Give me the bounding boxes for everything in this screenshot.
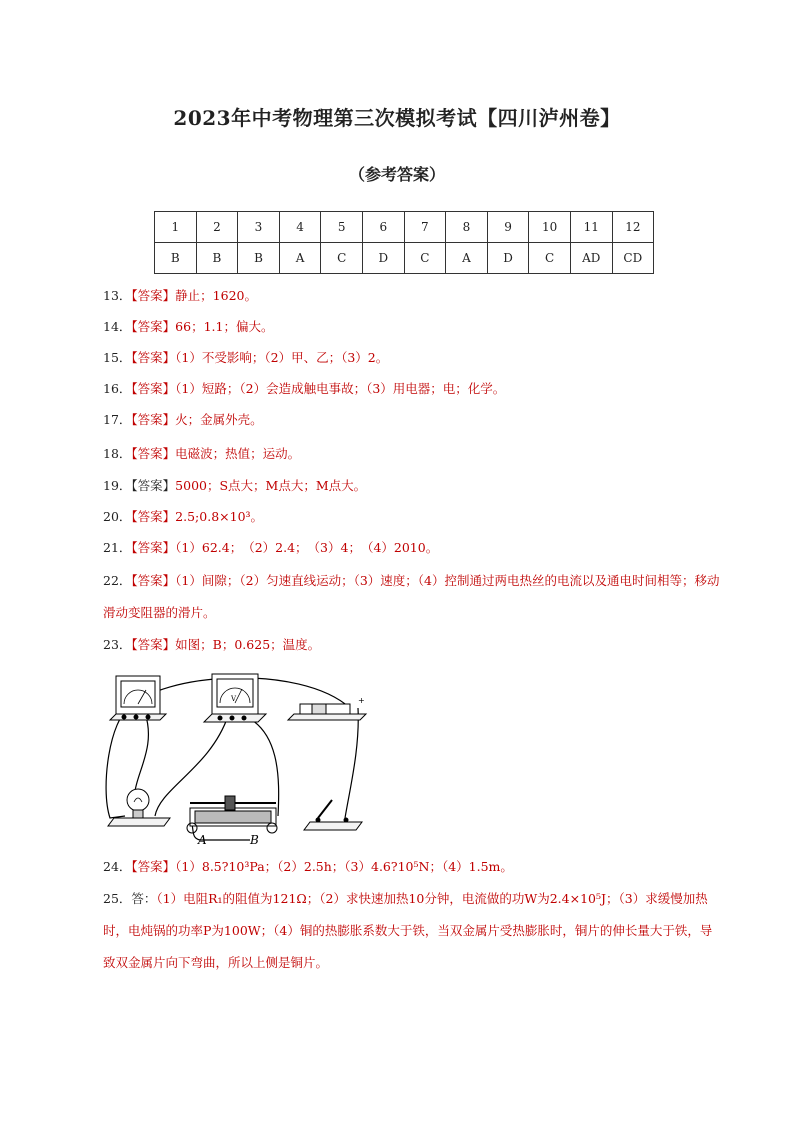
answer-line: 22．【答案】（1）间隙；（2）匀速直线运动；（3）速度；（4）控制通过两电热丝的电流以及通电时间相等；移动滑动变阻器的滑片。: [103, 573, 720, 620]
table-cell: 9: [487, 212, 529, 243]
table-cell: 6: [362, 212, 404, 243]
table-cell: 4: [279, 212, 321, 243]
svg-text:B: B: [250, 833, 259, 847]
answer-line: 13．【答案】静止；1620。: [103, 288, 257, 303]
table-cell: A: [279, 243, 321, 274]
wire: [155, 716, 228, 816]
answer-table: [154, 211, 654, 274]
table-cell: C: [321, 243, 363, 274]
answer-line: 14．【答案】66；1.1；偏大。: [103, 319, 274, 334]
wire: [240, 714, 279, 816]
table-cell: 7: [404, 212, 446, 243]
svg-text:+: +: [358, 696, 365, 705]
table-cell: 5: [321, 212, 363, 243]
answer-table-answer-row: [155, 243, 654, 274]
answer-line: 21．【答案】（1）62.4； （2）2.4； （3）4； （4）2010。: [103, 540, 439, 555]
table-cell: 2: [196, 212, 238, 243]
answer-line: 18．【答案】电磁波；热值；运动。: [103, 446, 301, 461]
lamp: [108, 789, 170, 826]
table-cell: 11: [570, 212, 612, 243]
table-cell: B: [155, 243, 197, 274]
svg-text:A: A: [198, 833, 207, 847]
table-cell: D: [487, 243, 529, 274]
answer-line: 19．【答案】5000；S点大；M点大；M点大。: [103, 478, 367, 493]
table-cell: D: [362, 243, 404, 274]
table-cell: 3: [238, 212, 280, 243]
table-cell: AD: [570, 243, 612, 274]
table-cell: 12: [612, 212, 654, 243]
answer-line: 17．【答案】火；金属外壳。: [103, 412, 263, 427]
answer-line: 16．【答案】（1）短路；（2）会造成触电事故；（3）用电器；电；化学。: [103, 381, 506, 396]
wire: [345, 708, 358, 818]
table-cell: A: [446, 243, 488, 274]
table-cell: B: [238, 243, 280, 274]
table-cell: C: [404, 243, 446, 274]
switch: [304, 800, 362, 830]
ammeter: [110, 676, 166, 720]
wire: [106, 708, 130, 818]
table-cell: 8: [446, 212, 488, 243]
rheostat: [187, 796, 277, 847]
table-cell: B: [196, 243, 238, 274]
table-cell: 10: [529, 212, 571, 243]
page-subtitle: （参考答案）: [348, 165, 445, 184]
table-cell: CD: [612, 243, 654, 274]
answer-line: 15．【答案】（1）不受影响；（2）甲、乙；（3）2。: [103, 350, 389, 365]
svg-text:V: V: [231, 695, 237, 703]
voltmeter: [204, 674, 266, 722]
answer-line: 20．【答案】2.5;0.8×10³。: [103, 509, 264, 524]
table-cell: 1: [155, 212, 197, 243]
battery: [288, 696, 366, 720]
table-cell: C: [529, 243, 571, 274]
circuit-diagram: [100, 668, 380, 848]
answer-line: 24．【答案】（1）8.5?10³Pa；（2）2.5h；（3）4.6?10⁵N；（4）1.5m。: [103, 859, 513, 874]
answer-table-number-row: [155, 212, 654, 243]
page-title: 2023年中考物理第三次模拟考试【四川泸州卷】: [173, 106, 621, 130]
answer-line: 23．【答案】如图；B；0.625；温度。: [103, 637, 321, 652]
answer-line-25: 25．答：（1）电阻R₁的阻值为121Ω；（2）求快速加热10分钟，电流做的功W为2.4×10⁵J；（3）求缓慢加热时，电炖锅的功率P为100W；（4）铜的热膨胀系数大于铁，当双金属片受热膨胀时，铜片的伸长量大于铁，导致双金属片向下弯曲，所以上侧是铜片。: [103, 891, 713, 970]
